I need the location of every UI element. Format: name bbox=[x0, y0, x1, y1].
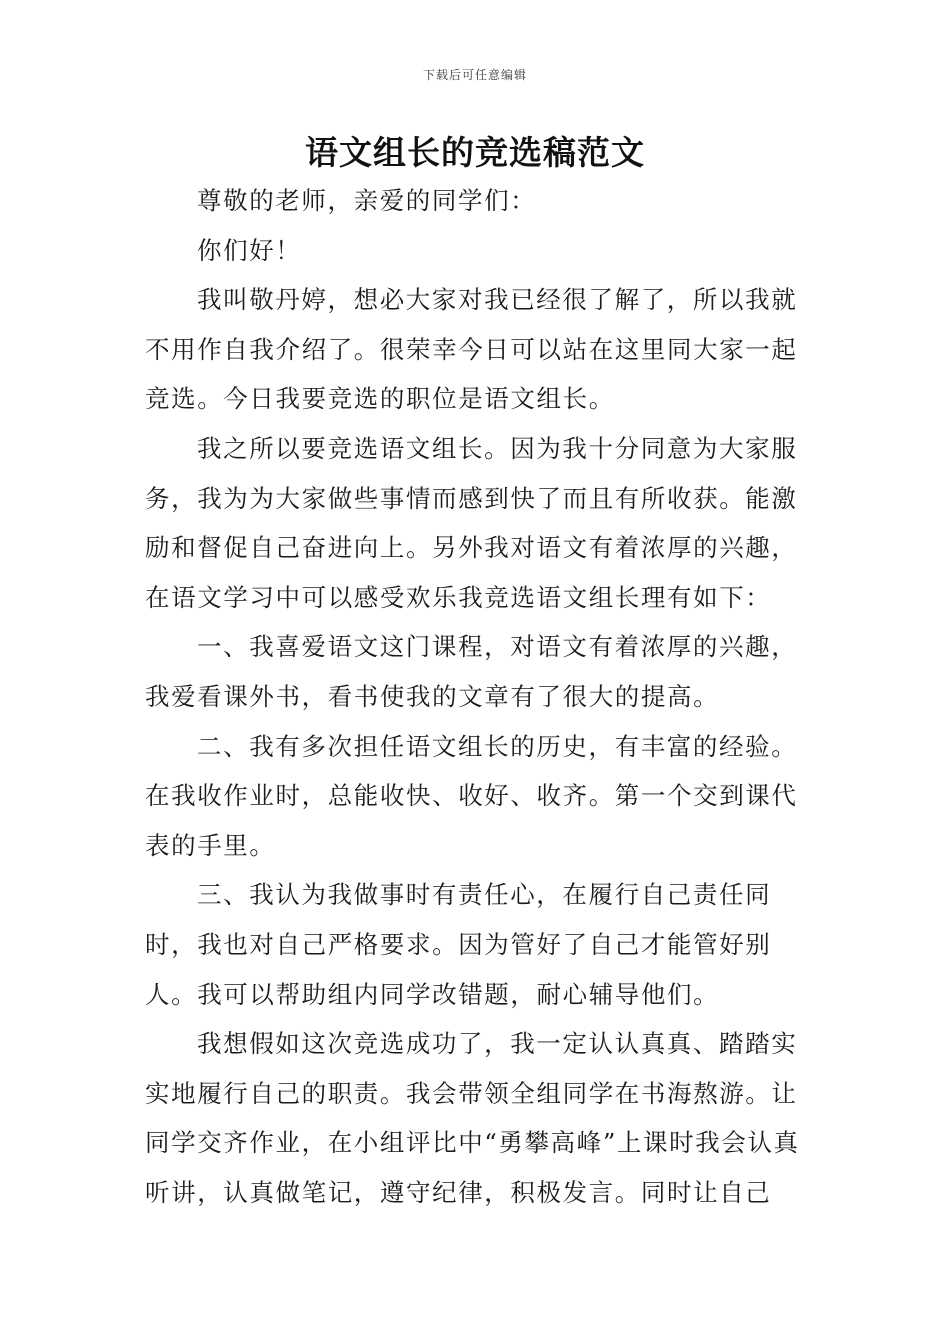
paragraph: 三、我认为我做事时有责任心，在履行自己责任同时，我也对自己严格要求。因为管好了自己才能管好别人。我可以帮助组内同学改错题，耐心辅导他们。 bbox=[145, 880, 772, 1009]
salutation: 尊敬的老师，亲爱的同学们： bbox=[197, 186, 537, 215]
document-title: 语文组长的竞选稿范文 bbox=[305, 133, 645, 172]
greeting: 你们好！ bbox=[197, 235, 302, 265]
paragraph: 我之所以要竞选语文组长。因为我十分同意为大家服务，我为为大家做些事情而感到快了而且有所收获。能激励和督促自己奋进向上。另外我对语文有着浓厚的兴趣，在语文学习中可以感受欢乐我竞选语文组长理有如下： bbox=[145, 433, 798, 612]
paragraph: 我叫敬丹婷，想必大家对我已经很了解了，所以我就不用作自我介绍了。很荣幸今日可以站在这里同大家一起竞选。今日我要竞选的职位是语文组长。 bbox=[145, 285, 798, 414]
document-body bbox=[145, 176, 810, 1217]
paragraph: 一、我喜爱语文这门课程，对语文有着浓厚的兴趣，我爱看课外书，看书使我的文章有了很大的提高。 bbox=[145, 632, 798, 711]
paragraph: 我想假如这次竞选成功了，我一定认认真真、踏踏实实地履行自己的职责。我会带领全组同学在书海熬游。让同学交齐作业，在小组评比中“勇攀高峰”上课时我会认真听讲，认真做笔记，遵守纪律，积极发言。同时让自己 bbox=[145, 1029, 800, 1207]
paragraph: 二、我有多次担任语文组长的历史，有丰富的经验。在我收作业时，总能收快、收好、收齐。第一个交到课代表的手里。 bbox=[145, 731, 798, 860]
header-note: 下载后可任意编辑 bbox=[422, 68, 527, 82]
